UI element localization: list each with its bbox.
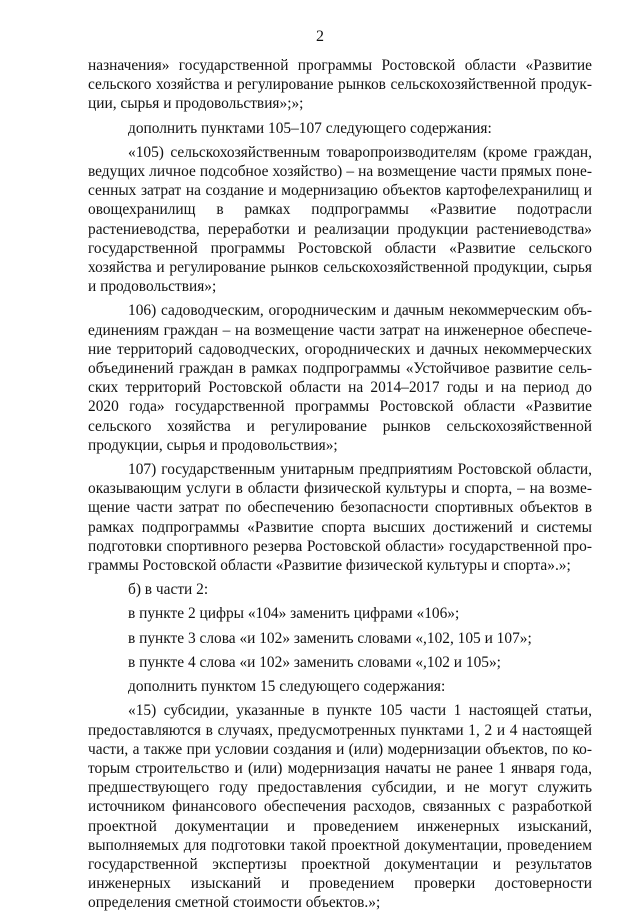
paragraph-continuation: назначения» государственной программы Ростовской области «Развитие сельского хозяйства и регулирование рынков сельскохозяйственной продукции, сырья и продовольствия»;»; [88,57,592,113]
paragraph-part-2: б) в части 2: [128,581,209,599]
document-body [88,56,592,913]
paragraph-point-4: в пункте 4 слова «и 102» заменить словами «,102 и 105»; [128,653,501,671]
paragraph-item-105: «105) сельскохозяйственным товаропроизводителям (кроме граждан, ведущих личное подсобное хозяйство) – на возмещение части прямых понесенных затрат на создание и модернизацию объектов картофелехранилищ и овощехранилищ в рамках подпрограммы «Развитие подотрасли растениеводства, переработки и реализации продукции растениеводства» государственной программы Ростовской области «Развитие сельского хозяйства и регулирование рынков сельскохозяйственной продукции, сырья и продовольствия»; [88,143,592,296]
paragraph-item-106: 106) садоводческим, огородническим и дачным некоммерческим объединениям граждан – на возмещение части затрат на инженерное обеспечение территорий садоводческих, огороднических и дачных некоммерческих объединений граждан в рамках подпрограммы «Устойчивое развитие сельских территорий Ростовской области на 2014–2017 годы и на период до 2020 года» государственной программы Ростовской области «Развитие сельского хозяйства и регулирование рынков сельскохозяйственной продукции, сырья и продовольствия»; [88,302,592,454]
paragraph-point-2: в пункте 2 цифры «104» заменить цифрами «106»; [128,605,460,623]
paragraph-add-items-105-107: дополнить пунктами 105–107 следующего содержания: [128,119,492,137]
paragraph-add-point-15: дополнить пунктом 15 следующего содержания: [128,678,446,696]
paragraph-point-3: в пункте 3 слова «и 102» заменить словами «,102, 105 и 107»; [128,629,532,647]
page-number: 2 [316,28,324,45]
paragraph-point-15: «15) субсидии, указанные в пункте 105 части 1 настоящей статьи, предоставляются в случаях, предусмотренных пунктами 1, 2 и 4 настоящей части, а также при условии создания и (или) модернизации объектов, по которым строительство и (или) модернизация начаты не ранее 1 января года, предшествующего году предоставления субсидии, и не могут служить источником финансового обеспечения расходов, связанных с разработкой проектной документации и проведением инженерных изысканий, выполняемых для подготовки такой проектной документации, проведением государственной экспертизы проектной документации и результатов инженерных изысканий и проведением проверки достоверности определения сметной стоимости объектов.»; [88,702,592,912]
paragraph-item-107: 107) государственным унитарным предприятиям Ростовской области, оказывающим услуги в области физической культуры и спорта, – на возмещение части затрат по обеспечению безопасности спортивных объектов в рамках подпрограммы «Развитие спорта высших достижений и системы подготовки спортивного резерва Ростовской области» государственной программы Ростовской области «Развитие физической культуры и спорта».»; [88,461,592,575]
